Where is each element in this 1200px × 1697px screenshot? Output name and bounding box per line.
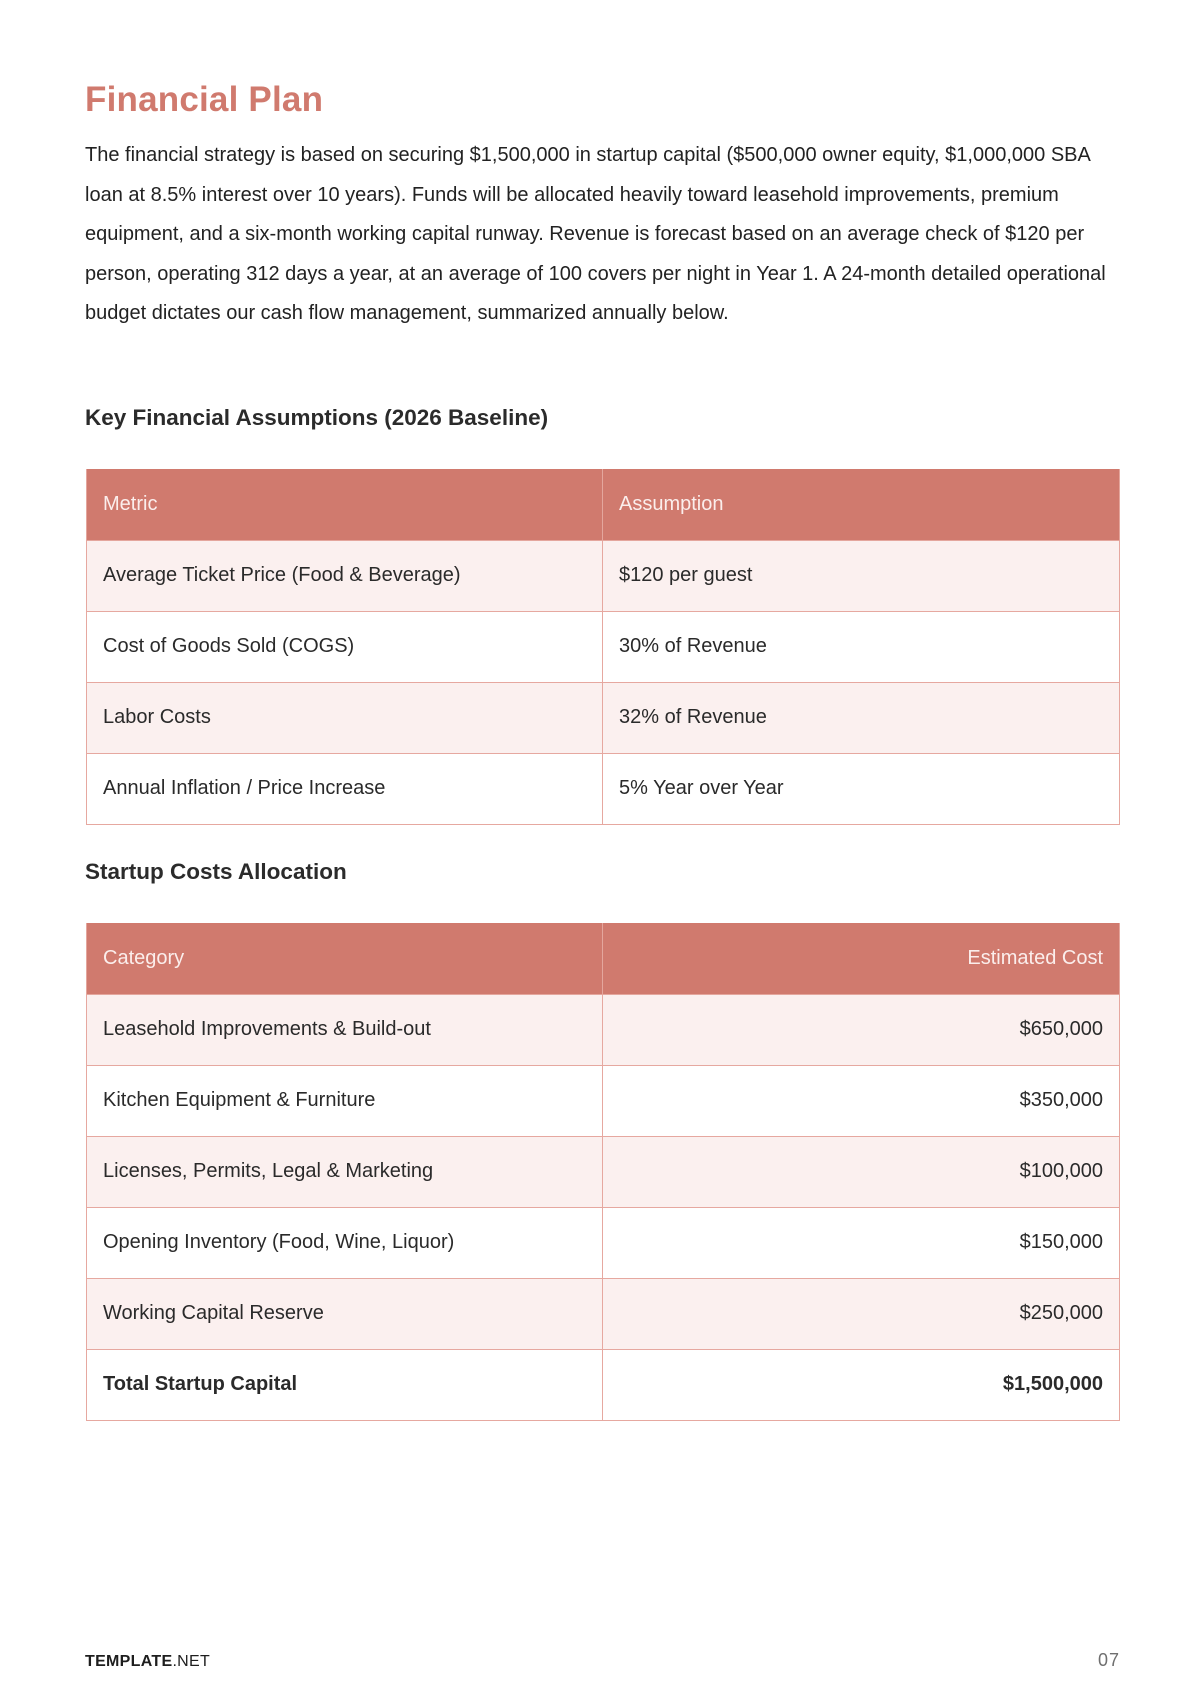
brand-bold-text: TEMPLATE xyxy=(85,1653,173,1670)
total-cost-cell: $1,500,000 xyxy=(603,1349,1120,1420)
table-row xyxy=(87,1207,1120,1278)
assumptions-table xyxy=(86,469,1120,825)
assumption-cell: 32% of Revenue xyxy=(603,682,1120,753)
cost-cell: $250,000 xyxy=(603,1278,1120,1349)
brand-suffix-text: .NET xyxy=(172,1653,211,1670)
footer-brand-logo xyxy=(85,1653,210,1671)
category-cell: Licenses, Permits, Legal & Marketing xyxy=(87,1136,603,1207)
table-row xyxy=(87,994,1120,1065)
table-row xyxy=(87,611,1120,682)
metric-cell: Labor Costs xyxy=(87,682,603,753)
assumptions-heading: Key Financial Assumptions (2026 Baseline) xyxy=(85,405,549,430)
table-row xyxy=(87,753,1120,824)
assumption-cell: $120 per guest xyxy=(603,540,1120,611)
category-cell: Leasehold Improvements & Build-out xyxy=(87,994,603,1065)
column-header-assumption: Assumption xyxy=(603,469,1120,540)
table-row xyxy=(87,1065,1120,1136)
startup-costs-table xyxy=(86,923,1120,1421)
cost-cell: $350,000 xyxy=(603,1065,1120,1136)
total-row xyxy=(87,1349,1120,1420)
category-cell: Opening Inventory (Food, Wine, Liquor) xyxy=(87,1207,603,1278)
cost-cell: $100,000 xyxy=(603,1136,1120,1207)
page-number: 07 xyxy=(1097,1650,1120,1670)
assumption-cell: 5% Year over Year xyxy=(603,753,1120,824)
column-header-estimated-cost: Estimated Cost xyxy=(603,923,1120,994)
table-header-row xyxy=(87,469,1120,540)
category-cell: Working Capital Reserve xyxy=(87,1278,603,1349)
cost-cell: $150,000 xyxy=(603,1207,1120,1278)
cost-cell: $650,000 xyxy=(603,994,1120,1065)
table-row xyxy=(87,1136,1120,1207)
intro-paragraph: The financial strategy is based on securing $1,500,000 in startup capital ($500,000 owner equity, $1,000,000 SBA loan at 8.5% interest over 10 years). Funds will be allocated heavily toward leasehold improvements, premium equipment, and a six-month working capital runway. Revenue is forecast based on an average check of $120 per person, operating 312 days a year, at an average of 100 covers per night in Year 1. A 24-month detailed operational budget dictates our cash flow management, summarized annually below. xyxy=(85,144,1106,324)
metric-cell: Cost of Goods Sold (COGS) xyxy=(87,611,603,682)
table-row xyxy=(87,540,1120,611)
category-cell: Kitchen Equipment & Furniture xyxy=(87,1065,603,1136)
column-header-metric: Metric xyxy=(87,469,603,540)
total-label-cell: Total Startup Capital xyxy=(87,1349,603,1420)
metric-cell: Average Ticket Price (Food & Beverage) xyxy=(87,540,603,611)
table-row xyxy=(87,1278,1120,1349)
column-header-category: Category xyxy=(87,923,603,994)
table-row xyxy=(87,682,1120,753)
startup-costs-heading: Startup Costs Allocation xyxy=(85,859,347,884)
metric-cell: Annual Inflation / Price Increase xyxy=(87,753,603,824)
table-header-row xyxy=(87,923,1120,994)
page-title: Financial Plan xyxy=(85,80,324,119)
assumption-cell: 30% of Revenue xyxy=(603,611,1120,682)
